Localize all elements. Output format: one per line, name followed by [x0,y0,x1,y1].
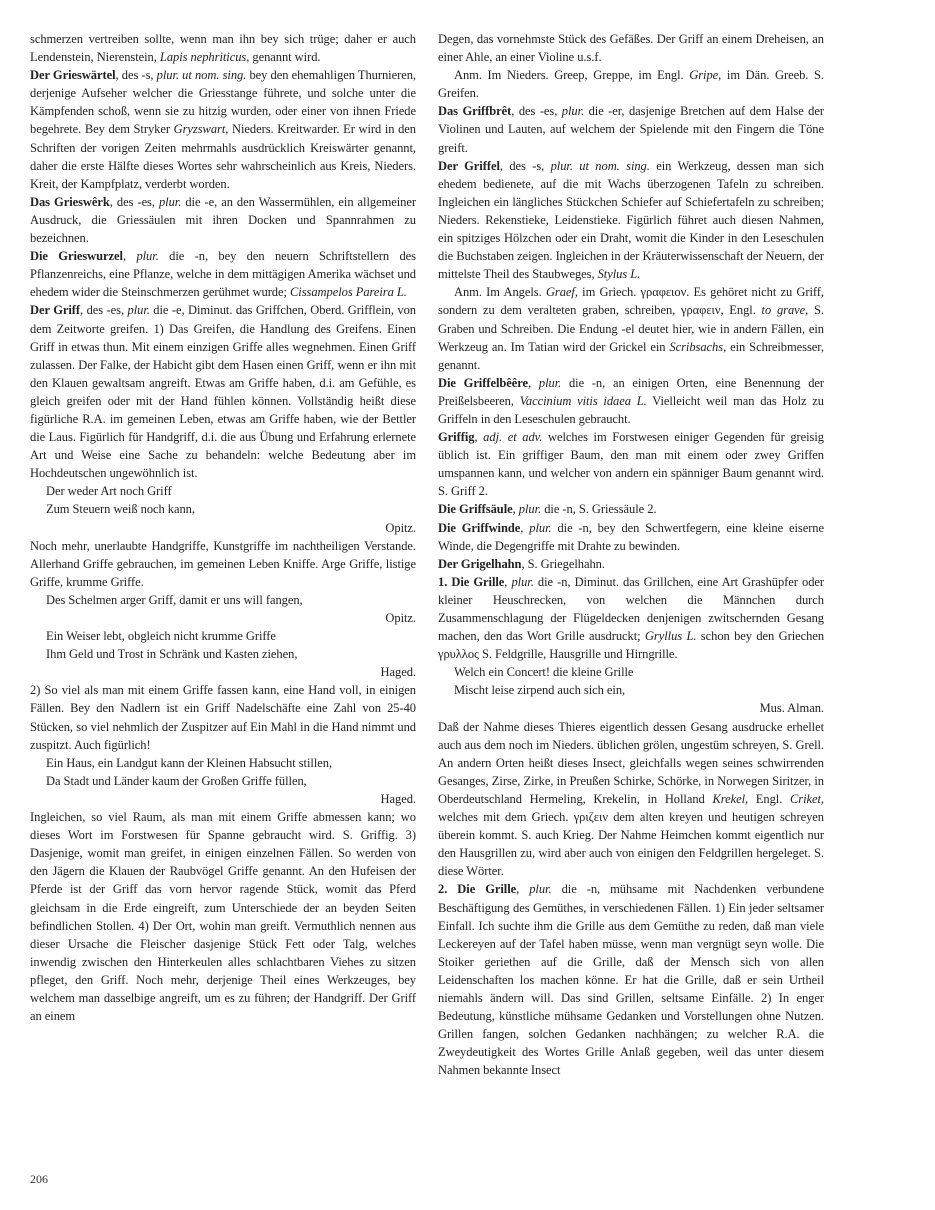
entry-griff: Der Griff, des -es, plur. die -e, Diminut. das Griffchen, Oberd. Grifflein, von dem Zeitworte greifen. 1) Das Greifen, die Handlung des Greifens. Einen Griff in etwas thun. Mit einem einzigen Griffe alles wegnehmen. Einen Griff zulassen. Der Falke, der Habicht gibt dem Hasen einen Griff, wenn er ihn mit den Klauen gewaltsam angreift. Etwas am Griffe haben, d.i. am Gefühle, es gleich greifen oder mit der Hand fühlen können. Vollständig heißt diese figürliche R.A. im gemeinen Leben, etwas am Griffe haben, wie der Bettler die Laus. Figürlich für Handgriff, d.i. die aus Übung und Erfahrung erlernete Art und Weise eine Sache zu behandeln: welche Bedeutung aber im Hochdeutschen ungewöhnlich ist. [30,303,416,481]
entry-griffel: Der Griffel, des -s, plur. ut nom. sing. ein Werkzeug, dessen man sich ehedem bedienete, auf die mit Wachs überzogenen Tafeln zu schreiben. Ingleichen ein längliches Stückchen Schiefer auf Schiefertafeln zu schreiben; Nieders. Rekenstieke, Leidenstieke. Figürlich führet auch diesen Nahmen, ein spitziges Hölzchen oder ein Draht, womit die Kinder in den Leseschulen die Buchstaben zeigen. Ingleichen in der Kräuterwissenschaft der Neuern, der mittelste Theil des Staubweges, Stylus L. [438,158,824,282]
entry-griffsaeule: Die Griffsäule, plur. die -n, S. Griessäule 2. [438,502,657,517]
entry-grieswerk: Das Grieswêrk, des -es, plur. die -e, an den Wassermühlen, ein allgemeiner Ausdruck, die Griessäulen mit ihren Docken und Spannrahmen zu bezeichnen. [30,194,416,246]
verse-line: Welch ein Concert! die kleine Grille [454,665,634,680]
right-column [438,30,824,1079]
verse-line: Zum Steuern weiß noch kann, [46,502,195,517]
quote-source: Haged. [380,791,416,806]
headword: 2. Die Grille [438,882,517,897]
verse-line: Mischt leise zirpend auch sich ein, [454,683,626,698]
body-paragraph: Noch mehr, unerlaubte Handgriffe, Kunstgriffe im nachtheiligen Verstande. Allerhand Griffe gebrauchen, im gemeinen Leben Kniffe. Arge Griffe, listige Griffe, krumme Griffe. [30,538,416,589]
headword: Die Grieswurzel [30,249,123,264]
annotation: Anm. Im Angels. Graef, im Griech. γραφειον. Es gehöret nicht zu Griff, sondern zu dem veralteten graben, schreiben, γραφειν, Engl. to grave, S. Graben und Schreiben. Die Endung -el deutet hier, wie in andern Fällen, ein Werkzeug an. Im Tatian wird der Grickel ein Scribsachs, ein Schreibmesser, genannt. [438,285,824,372]
entry-griffelbeere: Die Griffelbêêre, plur. die -n, an einigen Orten, eine Benennung der Preißelsbeeren, Vaccinium vitis idaea L. Vielleicht weil man das Holz zu Griffeln in den Leseschulen gebraucht. [438,375,825,426]
headword: Griffig [438,430,475,445]
headword: Das Grieswêrk [30,194,110,209]
quote-source: Mus. Alman. [759,701,824,716]
entry-grille-1: 1. Die Grille, plur. die -n, Diminut. das Grillchen, eine Art Grashüpfer oder kleiner Heuschrecken, von welchen die Männchen durch Zusammenschlagung der Flügeldecken denjenigen zwitschernden Gesang machen, den das Wort Grille ausdruckt; Gryllus L. schon bey den Griechen γρυλλος S. Feldgrille, Hausgrille und Hirngrille. [438,574,825,662]
quote-source: Opitz. [385,520,416,535]
entry-griffbret: Das Griffbrêt, des -es, plur. die -er, dasjenige Bretchen auf dem Halse der Violinen und Lauten, auf welchem der Spielende mit den Fingern die Töne greift. [438,104,824,155]
verse-line: Der weder Art noch Griff [46,484,172,499]
entry-continuation: Degen, das vornehmste Stück des Gefäßes. Der Griff an einem Dreheisen, an einer Ahle, an einer Violine u.s.f. [438,32,824,65]
body-paragraph: Ingleichen, so viel Raum, als man mit einem Griffe abmessen kann; wo dieses Wort im Forstwesen für Spanne gebraucht wird. S. Griffig. 3) Dasjenige, womit man greifet, in einigen einzelnen Fällen. So werden von den Jägern die Klauen der Raubvögel Griffe genannt. An den Hufeisen der Pferde ist der Griff das vorn hervor ragende Stück, womit das Pferd gleichsam in die Erde eingreift, zum Unterschiede der an beyden Seiten befindlichen Stollen. 4) Der Ort, wohin man greift. Vermuthlich nennen aus dieser Ursache die Fleischer dasjenige Stück Fett oder Talg, welches inwendig zwischen den Hinterkeulen alles schlachtbaren Viehes zu sitzen pfleget, den Griff. Noch mehr, derjenige Theil eines Werkzeuges, bey welchem man dasselbige angreift, um es zu führen; der Handgriff. Der Griff an einem [30,810,416,1024]
headword: Der Griffel [438,158,500,173]
entry-grigelhahn: Der Grigelhahn, S. Griegelhahn. [438,556,605,571]
entry-grille-2: 2. Die Grille, plur. die -n, mühsame mit Nachdenken verbundene Beschäftigung des Gemüthes, in verschiedenen Fällen. 1) Ein jeder seltsamer Einfall. Ich suchte ihm die Grille aus dem Gemüthe zu reden, daß man viele Leckereyen auf der Tafel haben müsse, wenn man vergnügt seyn wolle. Die Stoiker geriethen auf die Grille, daß der Mensch sich von allen Leidenschaften los machen könne. Er hat die Grille, daß er sein Urtheil niemahls ändern will. Das sind Grillen, seltsame Einfälle. 2) In enger Bedeutung, künstliche mühsame Gedanken und Vorstellungen ohne Nutzen. Grillen fangen, solchen Gedanken nachhängen; zu welcher R.A. die Zweydeutigkeit des Wortes Grille Anlaß gegeben, weil das unter diesem Nahmen bekannte Insect [438,882,824,1078]
headword: Der Grieswärtel [30,68,116,83]
page-number: 206 [30,1172,48,1186]
body-paragraph: 2) So viel als man mit einem Griffe fassen kann, eine Hand voll, in einigen Fällen. Bey den Nadlern ist ein Griff Nadelschäfte eine Zahl von 25-40 Stücken, so viel nehmlich der Zuspitzer auf Ein Mahl in die Hand nimmt und zuspitzt. Auch figürlich! [30,683,416,752]
verse-line: Da Stadt und Länder kaum der Großen Griffe füllen, [46,773,307,788]
entry-grieswaertel: Der Grieswärtel, des -s, plur. ut nom. sing. bey den ehemahligen Thurnieren, derjenige Aufseher welcher die Griesstange führete, und solche unter die Kämpfenden schoß, wenn sie zu hitzig wurden, oder einer von ihnen Friede begehrete. Bey dem Stryker Gryzswart, Nieders. Kreitwarder. Er wird in den Schriften der vorigen Zeiten mehrmahls ausdrücklich Kreiswärter genannt, daher die erste Hälfte dieses Wortes sehr wahrscheinlich aus Kreis, Nieders. Kreit, der Kampfplatz, verderbt worden. [30,68,417,191]
verse-line: Ein Weiser lebt, obgleich nicht krumme Griffe [46,629,276,644]
left-column [30,30,416,1025]
quote-source: Haged. [380,665,416,680]
headword: Die Griffelbêêre [438,375,529,390]
headword: 1. Die Grille [438,574,505,589]
entry-griffig: Griffig, adj. et adv. welches im Forstwesen einiger Gegenden für greisig üblich ist. Ein griffiger Baum, den man mit einem oder zwey Griffen umspannen kann, und welcher von andern ein spänniger Baum genannt wird. S. Griff 2. [438,430,824,499]
headword: Der Griff [30,303,81,318]
headword: Der Grigelhahn [438,556,522,571]
headword: Die Griffsäule [438,502,513,517]
verse-line: Ihm Geld und Trost in Schränk und Kasten ziehen, [46,647,298,662]
entry-continuation: schmerzen vertreiben sollte, wenn man ihn bey sich trüge; daher er auch Lendenstein, Nierenstein, Lapis nephriticus, genannt wird. [30,32,416,65]
body-paragraph: Daß der Nahme dieses Thieres eigentlich dessen Gesang ausdrucke erhellet auch aus dem noch im Nieders. üblichen grölen, ungestüm schreyen, S. Grell. An andern Orten heißt dieses Insect, gleichfalls wegen seines schwirrenden Gesanges, Zirse, Zirke, in Preußen Schirke, Schörke, in Norwegen Siritzer, in Oberdeutschland Hermeling, Krekelin, in Holland Krekel, Engl. Criket, welches mit dem Griech. γριζειν dem alten kreyen und heutigen schreyen überein kommt. S. auch Krieg. Der Nahme Heimchen kommt eigentlich nur den Hausgrillen zu, wird aber auch von einigen den Feldgrillen hergeleget. S. diese Wörter. [438,719,824,879]
annotation: Anm. Im Nieders. Greep, Greppe, im Engl. Gripe, im Dän. Greeb. S. Greifen. [438,68,824,101]
verse-line: Ein Haus, ein Landgut kann der Kleinen Habsucht stillen, [46,755,333,770]
entry-grieswurzel: Die Grieswurzel, plur. die -n, bey den neuern Schriftstellern des Pflanzenreichs, eine Pflanze, welche in dem mittägigen Amerika wächset und ehedem wider die Steinschmerzen gerühmet wurde; Cissampelos Pareira L. [30,249,416,300]
headword: Das Griffbrêt [438,104,512,119]
headword: Die Griffwinde [438,520,521,535]
quote-source: Opitz. [385,611,416,625]
entry-griffwinde: Die Griffwinde, plur. die -n, bey den Schwertfegern, eine kleine eiserne Winde, die Degengriffe mit Drahte zu bewinden. [438,520,825,553]
verse-line: Des Schelmen arger Griff, damit er uns will fangen, [46,592,303,607]
